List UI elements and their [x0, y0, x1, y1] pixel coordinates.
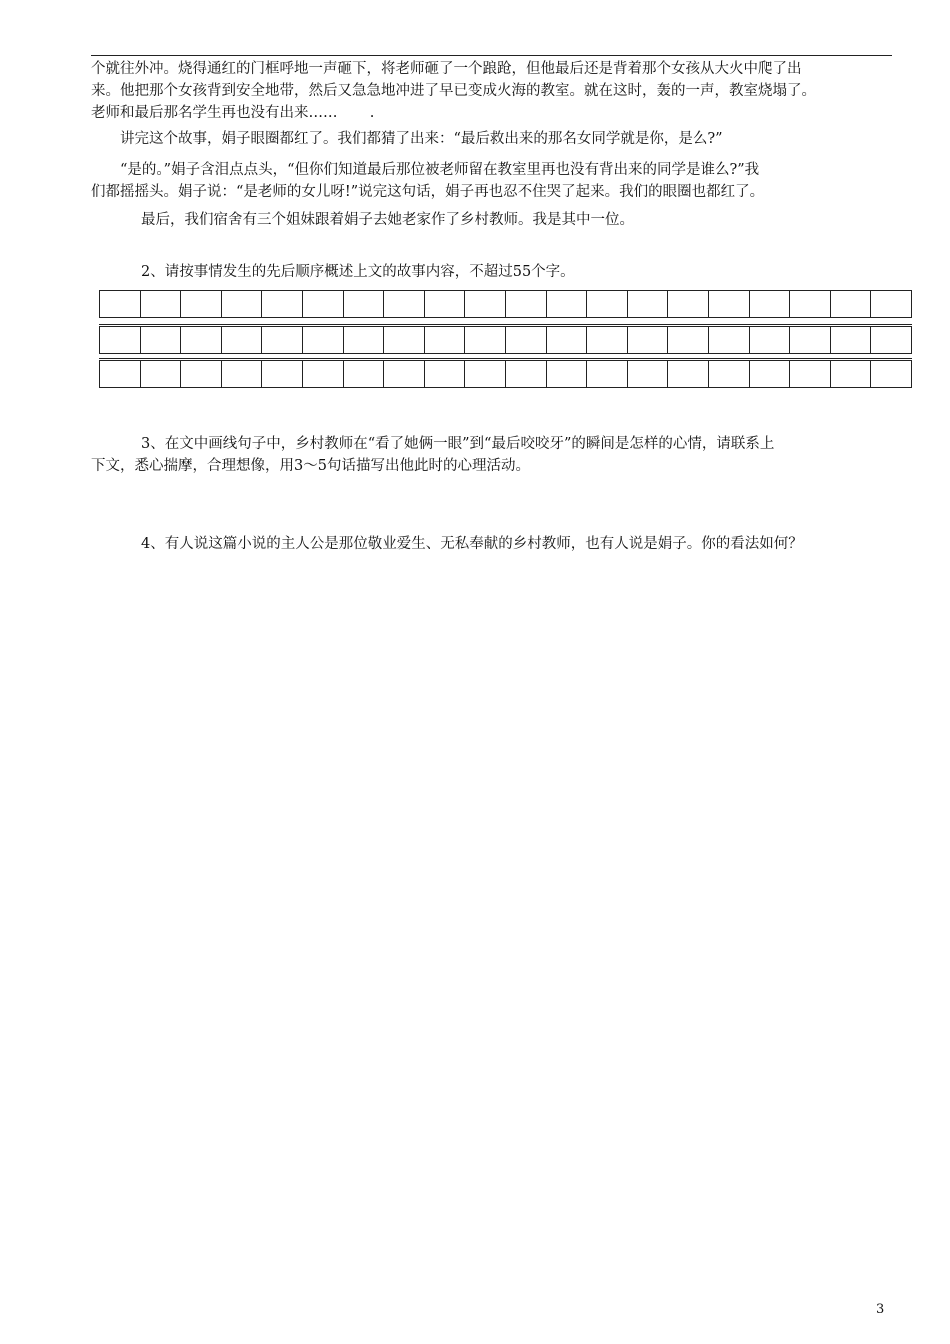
- answer-grid-cell[interactable]: [465, 327, 506, 354]
- answer-grid-cell[interactable]: [708, 291, 749, 318]
- answer-grid-cell[interactable]: [505, 291, 546, 318]
- passage-paragraph-1: [91, 58, 895, 124]
- answer-grid-cell[interactable]: [546, 291, 587, 318]
- passage-line: 最后，我们宿舍有三个姐妹跟着娟子去她老家作了乡村教师。我是其中一位。: [141, 212, 634, 228]
- answer-grid-cell[interactable]: [100, 327, 141, 354]
- answer-grid-cell[interactable]: [749, 291, 790, 318]
- answer-grid-cell[interactable]: [424, 291, 465, 318]
- answer-grid-row-1[interactable]: [99, 290, 912, 318]
- passage-paragraph-3: [91, 159, 895, 203]
- answer-grid-cell[interactable]: [181, 361, 222, 388]
- answer-grid-cell[interactable]: [587, 291, 628, 318]
- question-3: [91, 433, 895, 477]
- answer-grid-cell[interactable]: [262, 361, 303, 388]
- top-rule: [91, 55, 892, 56]
- passage-line: 来。他把那个女孩背到安全地带，然后又急急地冲进了早已变成火海的教室。就在这时，轰的一声，教室烧塌了。: [91, 83, 816, 99]
- answer-grid-cell[interactable]: [100, 361, 141, 388]
- question-2-text: 2、请按事情发生的先后顺序概述上文的故事内容，不超过55个字。: [141, 264, 575, 280]
- answer-grid-cell[interactable]: [830, 291, 871, 318]
- answer-grid-cell[interactable]: [424, 327, 465, 354]
- answer-grid-cell[interactable]: [587, 327, 628, 354]
- answer-grid-cell[interactable]: [627, 291, 668, 318]
- answer-grid-cell[interactable]: [343, 291, 384, 318]
- answer-grid-cell[interactable]: [505, 361, 546, 388]
- passage-line: 讲完这个故事，娟子眼圈都红了。我们都猜了出来：“最后救出来的那名女同学就是你，是么?”: [120, 131, 723, 147]
- answer-grid-cell[interactable]: [221, 361, 262, 388]
- question-4: [91, 533, 895, 555]
- passage-paragraph-4: [91, 209, 895, 231]
- answer-grid-cell[interactable]: [302, 291, 343, 318]
- answer-grid-cell[interactable]: [790, 361, 831, 388]
- answer-grid-cell[interactable]: [262, 291, 303, 318]
- passage-line: 们都摇摇头。娟子说：“是老师的女儿呀!”说完这句话，娟子再也忍不住哭了起来。我们的眼圈也都红了。: [91, 184, 765, 200]
- answer-grid-cell[interactable]: [221, 327, 262, 354]
- answer-grid-cell[interactable]: [384, 327, 425, 354]
- answer-grid-cell[interactable]: [871, 361, 912, 388]
- answer-grid-cell[interactable]: [668, 361, 709, 388]
- answer-grid-cell[interactable]: [343, 327, 384, 354]
- answer-grid-cell[interactable]: [668, 327, 709, 354]
- answer-grid-cell[interactable]: [627, 327, 668, 354]
- answer-grid-divider: [99, 358, 912, 359]
- passage-line: “是的。”娟子含泪点点头，“但你们知道最后那位被老师留在教室里再也没有背出来的同学是谁么?”我: [120, 162, 760, 178]
- answer-grid-cell[interactable]: [181, 291, 222, 318]
- passage-line: 个就往外冲。烧得通红的门框呼地一声砸下，将老师砸了一个踉跄，但他最后还是背着那个女孩从大火中爬了出: [91, 61, 802, 77]
- answer-grid-cell[interactable]: [546, 361, 587, 388]
- answer-grid-cell[interactable]: [302, 361, 343, 388]
- answer-grid-cell[interactable]: [505, 327, 546, 354]
- passage-paragraph-2: [91, 128, 895, 150]
- answer-grid-cell[interactable]: [587, 361, 628, 388]
- passage-line: 老师和最后那名学生再也没有出来…… .: [91, 105, 375, 121]
- answer-grid-cell[interactable]: [100, 291, 141, 318]
- answer-grid-cell[interactable]: [790, 327, 831, 354]
- question-3-line: 3、在文中画线句子中，乡村教师在“看了她俩一眼”到“最后咬咬牙”的瞬间是怎样的心情，请联系上: [141, 436, 775, 452]
- page-number: 3: [876, 1302, 885, 1317]
- answer-grid-cell[interactable]: [749, 327, 790, 354]
- answer-grid-row-2[interactable]: [99, 326, 912, 354]
- question-4-text: 4、有人说这篇小说的主人公是那位敬业爱生、无私奉献的乡村教师，也有人说是娟子。你的看法如何？: [141, 536, 803, 552]
- answer-grid-divider: [99, 324, 912, 325]
- answer-grid-cell[interactable]: [302, 327, 343, 354]
- answer-grid-cell[interactable]: [465, 361, 506, 388]
- answer-grid-cell[interactable]: [830, 327, 871, 354]
- answer-grid-cell[interactable]: [871, 327, 912, 354]
- answer-grid-cell[interactable]: [140, 327, 181, 354]
- answer-grid-cell[interactable]: [221, 291, 262, 318]
- answer-grid-cell[interactable]: [140, 291, 181, 318]
- answer-grid-cell[interactable]: [871, 291, 912, 318]
- answer-grid-cell[interactable]: [384, 291, 425, 318]
- answer-grid-cell[interactable]: [546, 327, 587, 354]
- answer-grid-cell[interactable]: [749, 361, 790, 388]
- answer-grid-cell[interactable]: [465, 291, 506, 318]
- answer-grid-cell[interactable]: [343, 361, 384, 388]
- question-2: [91, 261, 895, 283]
- question-3-line: 下文，悉心揣摩，合理想像，用3～5句话描写出他此时的心理活动。: [91, 458, 530, 474]
- answer-grid-cell[interactable]: [708, 327, 749, 354]
- answer-grid-cell[interactable]: [790, 291, 831, 318]
- answer-grid-cell[interactable]: [830, 361, 871, 388]
- answer-grid-cell[interactable]: [140, 361, 181, 388]
- answer-grid-cell[interactable]: [181, 327, 222, 354]
- answer-grid-row-3[interactable]: [99, 360, 912, 388]
- answer-grid-cell[interactable]: [424, 361, 465, 388]
- answer-grid-cell[interactable]: [668, 291, 709, 318]
- answer-grid-cell[interactable]: [262, 327, 303, 354]
- answer-grid-cell[interactable]: [627, 361, 668, 388]
- answer-grid-cell[interactable]: [384, 361, 425, 388]
- answer-grid-cell[interactable]: [708, 361, 749, 388]
